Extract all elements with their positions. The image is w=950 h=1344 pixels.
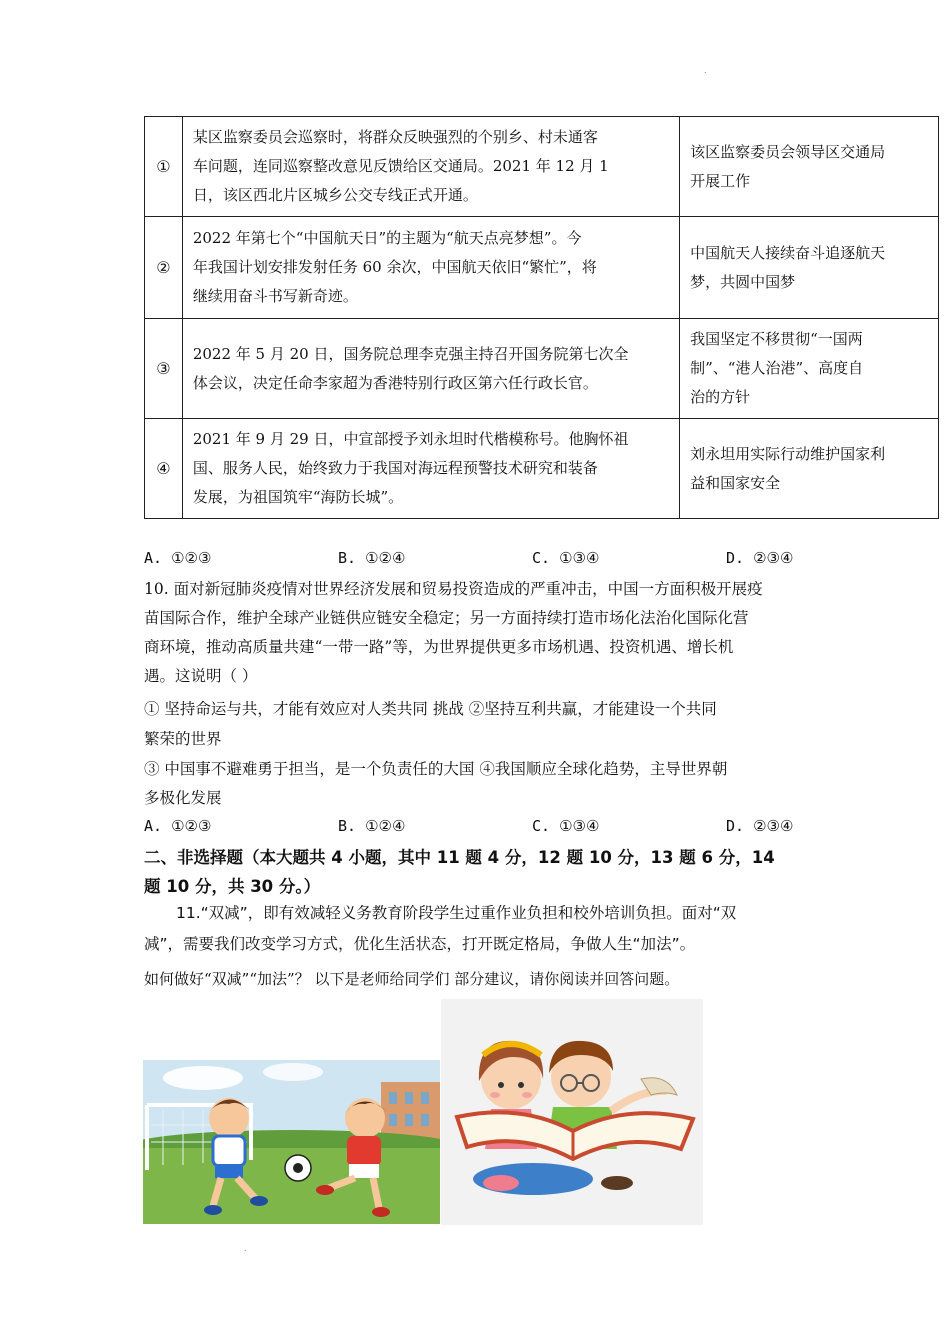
row-description: 2021 年 9 月 29 日，中宣部授予刘永坦时代楷模称号。他胸怀祖 国、服务人民，始终致力于我国对海远程预警技术研究和装备 发展，为祖国筑牢“海防长城”。 (182, 419, 679, 519)
q10-options (144, 817, 814, 839)
q10-statement-line: 多极化发展 (144, 789, 222, 807)
reading-scene-image (441, 999, 703, 1225)
table-row (145, 117, 939, 217)
table-row (145, 217, 939, 319)
q10-stem-line: 10. 面对新冠肺炎疫情对世界经济发展和贸易投资造成的严重冲击，中国一方面积极开展疫 (144, 580, 763, 598)
row-number: ③ (145, 319, 183, 419)
q11-stem-line: 11.“双减”，即有效减轻义务教育阶段学生过重作业负担和校外培训负担。面对“双 (176, 904, 737, 922)
soccer-scene-image (143, 1060, 440, 1224)
reading-illustration (441, 999, 703, 1225)
table-row (145, 319, 939, 419)
row-number: ② (145, 217, 183, 319)
option-c[interactable]: C. ①③④ (532, 817, 600, 835)
option-d[interactable]: D. ②③④ (726, 817, 794, 835)
q10-stem-line: 遇。这说明（ ） (144, 667, 258, 685)
q9-material-table (144, 116, 939, 519)
q11-stem-line: 减”，需要我们改变学习方式，优化生活状态，打开既定格局，争做人生“加法”。 (144, 935, 696, 953)
q9-options (144, 549, 814, 571)
soccer-illustration (143, 1060, 440, 1224)
q10-statement-line: ③ 中国事不避难勇于担当，是一个负责任的大国 ④我国顺应全球化趋势，主导世界朝 (144, 760, 728, 778)
row-description: 某区监察委员会巡察时，将群众反映强烈的个别乡、村未通客 车问题，连同巡察整改意见反馈给区交通局。2021 年 12 月 1 日，该区西北片区城乡公交专线正式开通。 (182, 117, 679, 217)
option-a[interactable]: A. ①②③ (144, 549, 212, 567)
section-heading: 二、非选择题（本大题共 4 小题，其中 11 题 4 分，12 题 10 分，13 题 6 分，14 (144, 848, 775, 867)
q10-statement-line: ① 坚持命运与共，才能有效应对人类共同 挑战 ②坚持互利共赢，才能建设一个共同 (144, 700, 717, 718)
section-heading: 题 10 分，共 30 分。） (144, 877, 321, 896)
row-number: ④ (145, 419, 183, 519)
row-description: 2022 年第七个“中国航天日”的主题为“航天点亮梦想”。今 年我国计划安排发射任务 60 余次，中国航天依旧“繁忙”，将 继续用奋斗书写新奇迹。 (182, 217, 679, 319)
row-conclusion: 刘永坦用实际行动维护国家利 益和国家安全 (680, 419, 939, 519)
q11-stem-line: 如何做好“双减”“加法”？ 以下是老师给同学们 部分建议，请你阅读并回答问题。 (144, 970, 680, 988)
page-mark: . (704, 66, 707, 75)
row-number: ① (145, 117, 183, 217)
row-conclusion: 中国航天人接续奋斗追逐航天 梦，共圆中国梦 (680, 217, 939, 319)
option-d[interactable]: D. ②③④ (726, 549, 794, 567)
option-a[interactable]: A. ①②③ (144, 817, 212, 835)
row-description: 2022 年 5 月 20 日，国务院总理李克强主持召开国务院第七次全 体会议，决定任命李家超为香港特别行政区第六任行政长官。 (182, 319, 679, 419)
row-conclusion: 该区监察委员会领导区交通局 开展工作 (680, 117, 939, 217)
option-b[interactable]: B. ①②④ (338, 817, 406, 835)
option-c[interactable]: C. ①③④ (532, 549, 600, 567)
q10-statement-line: 繁荣的世界 (144, 730, 222, 748)
row-conclusion: 我国坚定不移贯彻“一国两 制”、“港人治港”、高度自 治的方针 (680, 319, 939, 419)
q10-stem-line: 苗国际合作，维护全球产业链供应链安全稳定；另一方面持续打造市场化法治化国际化营 (144, 609, 749, 627)
option-b[interactable]: B. ①②④ (338, 549, 406, 567)
table-row (145, 419, 939, 519)
page-mark: . (244, 1244, 247, 1253)
q10-stem-line: 商环境，推动高质量共建“一带一路”等，为世界提供更多市场机遇、投资机遇、增长机 (144, 638, 734, 656)
